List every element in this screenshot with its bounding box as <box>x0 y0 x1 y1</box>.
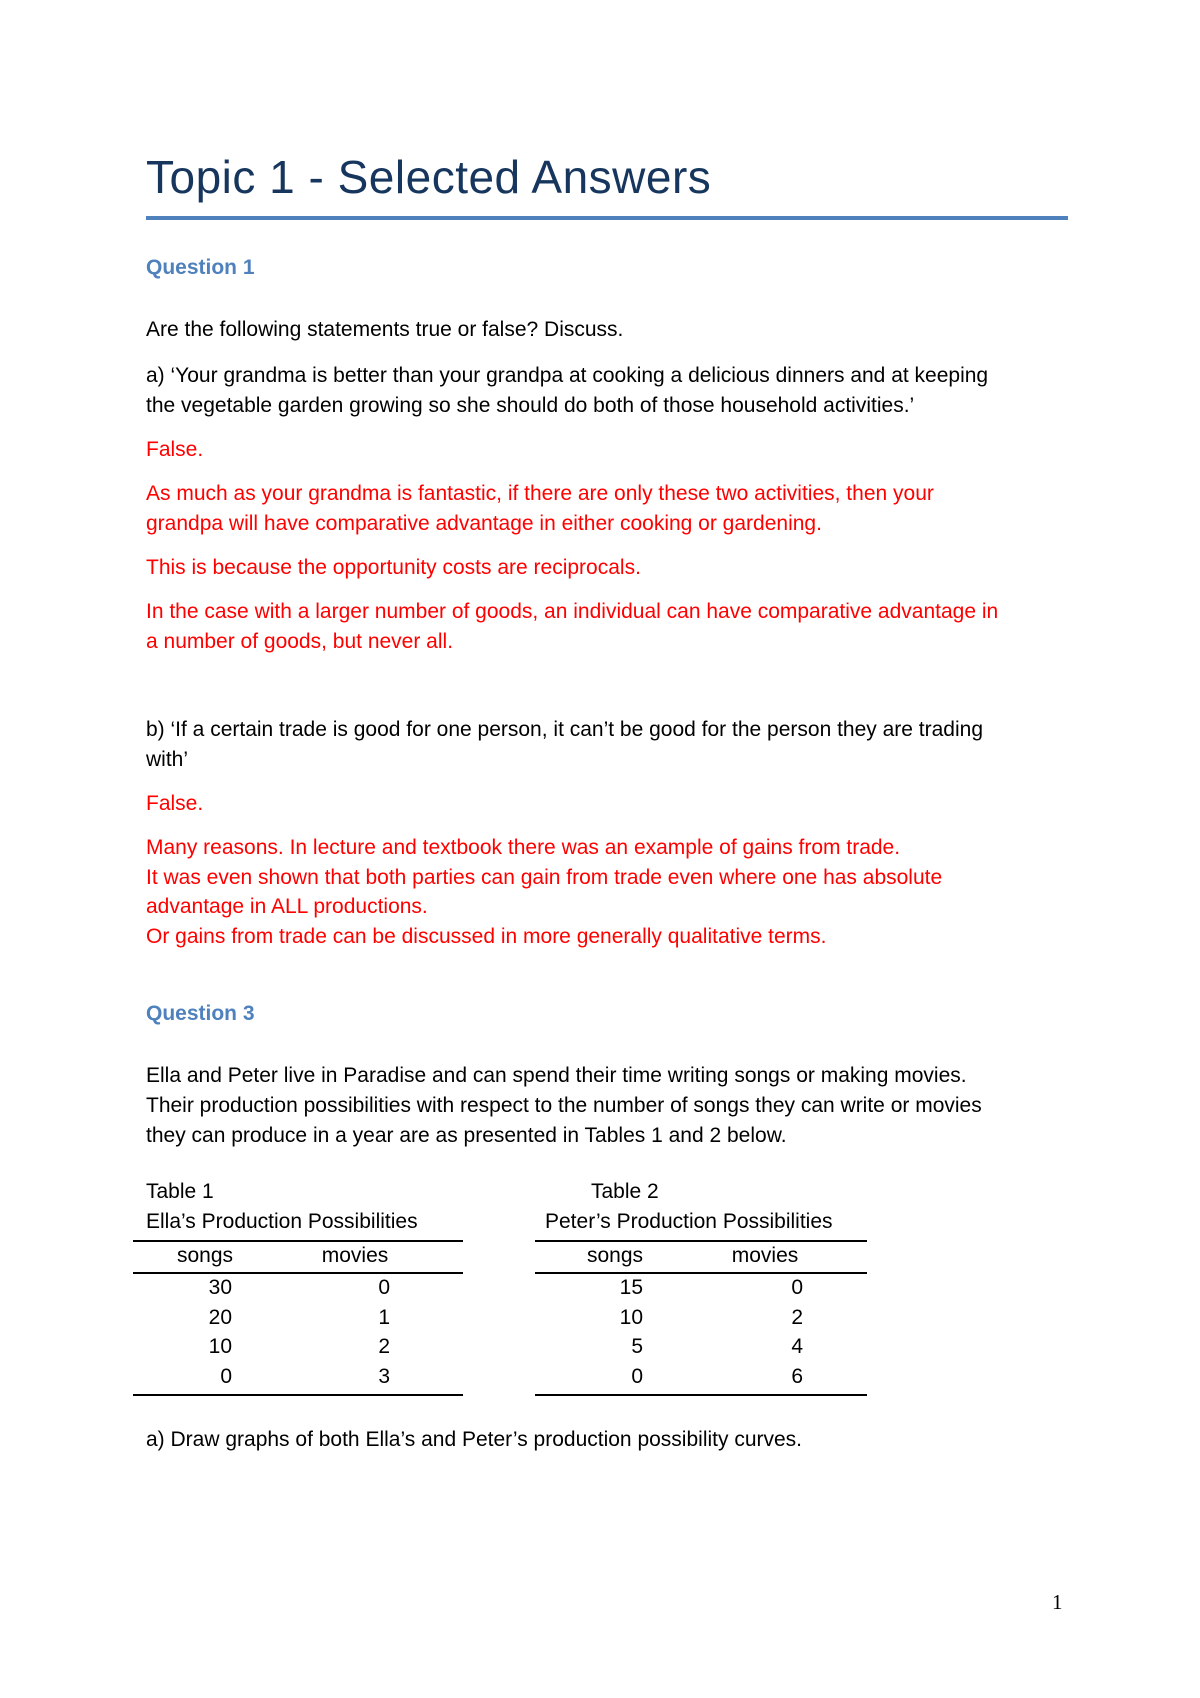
table-2-cell: 6 <box>791 1365 803 1388</box>
table-1-label: Table 1 <box>146 1180 214 1203</box>
title-underline <box>146 216 1068 220</box>
table-2-cell: 15 <box>619 1276 643 1299</box>
q1b-answer-line1: Many reasons. In lecture and textbook there was an example of gains from trade. <box>146 836 901 859</box>
table-1-caption: Ella’s Production Possibilities <box>146 1210 418 1233</box>
table-2-cell: 2 <box>791 1306 803 1329</box>
q1-prompt: Are the following statements true or false? Discuss. <box>146 318 624 341</box>
table-2-cell: 5 <box>631 1335 643 1358</box>
q1b-statement-line1: b) ‘If a certain trade is good for one person, it can’t be good for the person they are trading <box>146 718 984 741</box>
table-2-header-movies: movies <box>731 1244 799 1267</box>
table-1-cell: 20 <box>208 1306 232 1329</box>
table-1-bottom-rule <box>133 1394 463 1396</box>
table-2-cell: 4 <box>791 1335 803 1358</box>
table-1-header-movies: movies <box>321 1244 389 1267</box>
q1a-answer-line3: This is because the opportunity costs are reciprocals. <box>146 556 641 579</box>
q1b-answer-line4: Or gains from trade can be discussed in more generally qualitative terms. <box>146 925 827 948</box>
q1a-answer-line2: grandpa will have comparative advantage in either cooking or gardening. <box>146 512 822 535</box>
q1a-answer-line1: As much as your grandma is fantastic, if there are only these two activities, then your <box>146 482 934 505</box>
q1b-answer-false: False. <box>146 792 204 815</box>
table-1-cell: 2 <box>378 1335 390 1358</box>
table-2-cell: 10 <box>619 1306 643 1329</box>
table-2-caption: Peter’s Production Possibilities <box>545 1210 833 1233</box>
question-1-heading: Question 1 <box>146 256 255 279</box>
q1b-answer-line3: advantage in ALL productions. <box>146 895 428 918</box>
q1a-answer-line4: In the case with a larger number of goods, an individual can have comparative advantage in <box>146 600 999 623</box>
table-1-cell: 3 <box>378 1365 390 1388</box>
q1a-answer-false: False. <box>146 438 204 461</box>
q1a-answer-line5: a number of goods, but never all. <box>146 630 454 653</box>
page-title: Topic 1 - Selected Answers <box>146 151 712 203</box>
q3a-instruction: a) Draw graphs of both Ella’s and Peter’s production possibility curves. <box>146 1428 803 1451</box>
table-2-cell: 0 <box>791 1276 803 1299</box>
table-2-bottom-rule <box>535 1394 867 1396</box>
table-2-header-songs: songs <box>586 1244 644 1267</box>
q3-intro-line3: they can produce in a year are as presented in Tables 1 and 2 below. <box>146 1124 787 1147</box>
table-2-cell: 0 <box>631 1365 643 1388</box>
table-1-cell: 10 <box>208 1335 232 1358</box>
q3-intro-line2: Their production possibilities with respect to the number of songs they can write or movies <box>146 1094 982 1117</box>
table-1-top-rule <box>133 1240 463 1242</box>
table-1-cell: 30 <box>208 1276 232 1299</box>
table-1-cell: 0 <box>378 1276 390 1299</box>
table-1-cell: 1 <box>378 1306 390 1329</box>
table-2-top-rule <box>535 1240 867 1242</box>
table-1-cell: 0 <box>220 1365 232 1388</box>
question-3-heading: Question 3 <box>146 1002 255 1025</box>
page-number: 1 <box>1052 1590 1063 1614</box>
table-2-label: Table 2 <box>591 1180 659 1203</box>
q1b-statement-line2: with’ <box>146 748 189 771</box>
table-1-header-songs: songs <box>176 1244 234 1267</box>
q1a-statement-line2: the vegetable garden growing so she should do both of those household activities.’ <box>146 394 915 417</box>
q1b-answer-line2: It was even shown that both parties can gain from trade even where one has absolute <box>146 866 943 889</box>
q1a-statement-line1: a) ‘Your grandma is better than your grandpa at cooking a delicious dinners and at keeping <box>146 364 989 387</box>
table-1-header-rule <box>133 1272 463 1274</box>
table-2-header-rule <box>535 1272 867 1274</box>
q3-intro-line1: Ella and Peter live in Paradise and can spend their time writing songs or making movies. <box>146 1064 967 1087</box>
